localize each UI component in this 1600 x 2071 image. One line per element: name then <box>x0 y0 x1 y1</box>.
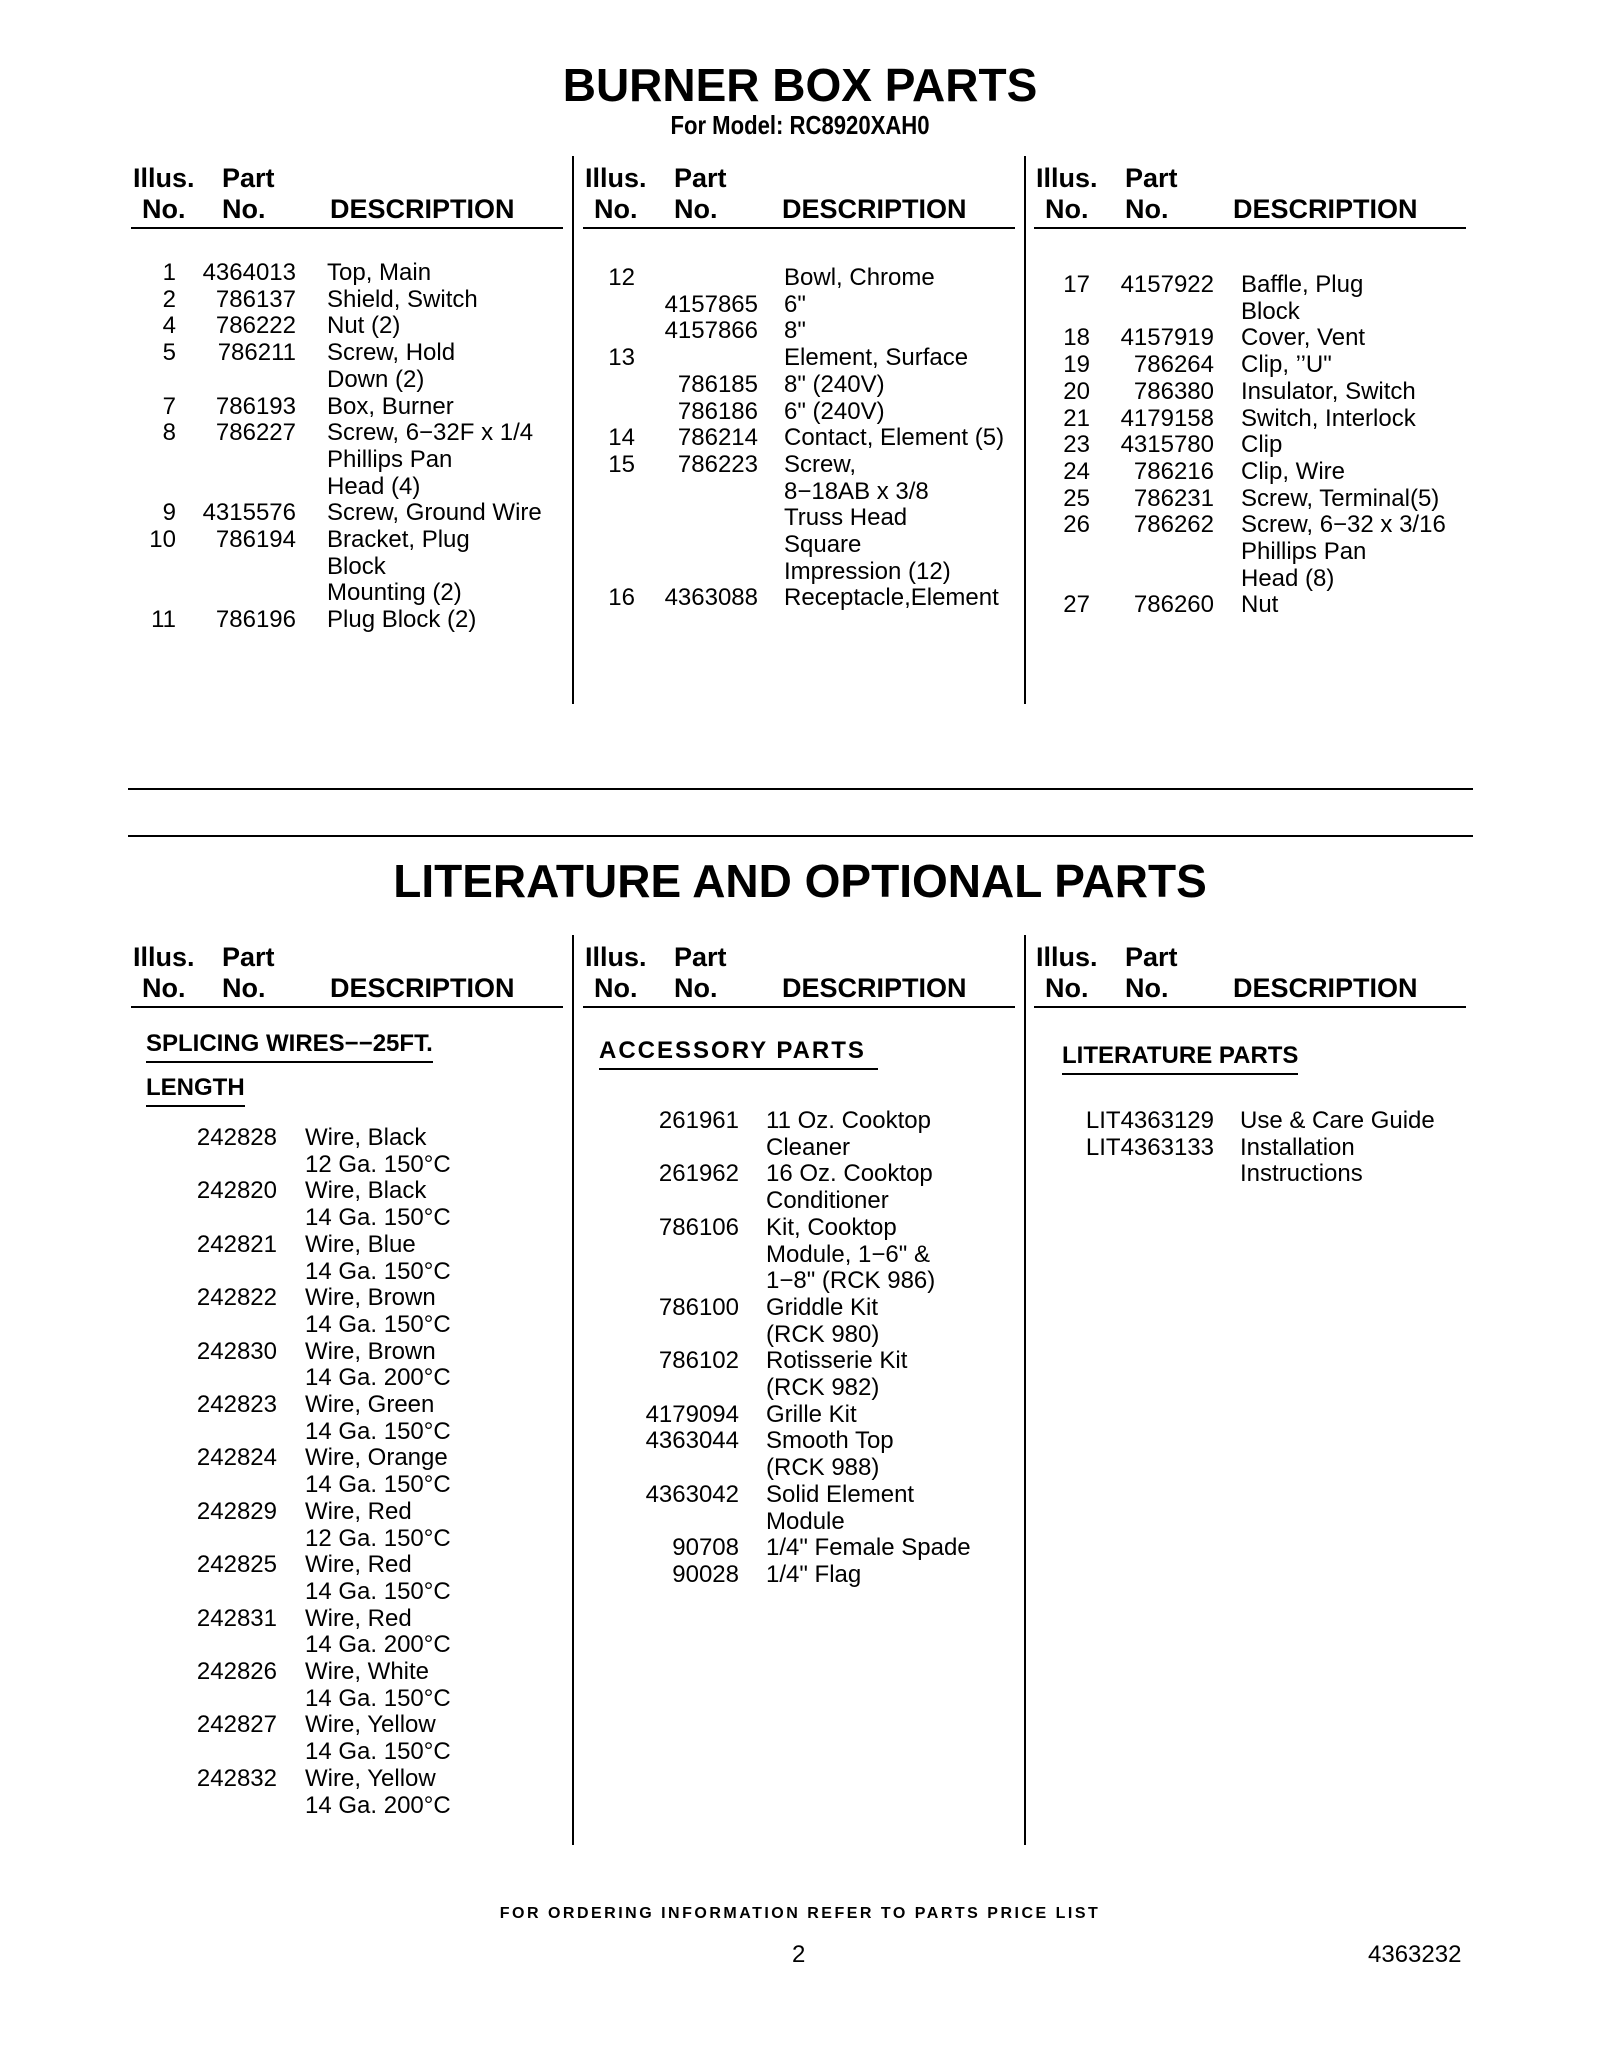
part-number: 786216 <box>1133 457 1214 485</box>
burner-box-list-1 <box>131 260 561 634</box>
parts-row <box>583 1215 1023 1295</box>
part-number: 786186 <box>677 397 758 425</box>
accessory-parts-list <box>583 1108 1023 1589</box>
illus-number: 4 <box>162 312 176 340</box>
parts-row <box>583 1428 1023 1481</box>
part-header: Part <box>1125 942 1178 972</box>
part-number: 242831 <box>196 1604 277 1632</box>
description-header: DESCRIPTION <box>782 194 967 224</box>
illus-number: 5 <box>162 339 176 367</box>
part-number: 786380 <box>1133 377 1214 405</box>
part-description: Baffle, Plug Block <box>1241 271 1364 325</box>
part-no-header: No. <box>1125 194 1169 224</box>
part-number: 786211 <box>217 339 296 367</box>
part-description: Wire, Green 14 Ga. 150°C <box>305 1391 451 1445</box>
part-description: Griddle Kit (RCK 980) <box>766 1293 880 1348</box>
parts-row <box>131 1232 561 1285</box>
header-rule <box>1034 1006 1466 1008</box>
parts-row <box>583 1482 1023 1535</box>
part-number: 786264 <box>1133 351 1214 379</box>
splicing-wires-list <box>131 1125 561 1819</box>
part-number: 4363042 <box>645 1480 739 1508</box>
part-number: 261962 <box>658 1160 739 1188</box>
parts-row <box>583 372 1023 399</box>
part-number: 242826 <box>196 1658 277 1686</box>
part-description: 6" (240V) <box>784 397 885 425</box>
parts-row <box>1034 325 1466 352</box>
parts-row <box>131 287 561 314</box>
parts-row <box>131 1659 561 1712</box>
part-number: 242825 <box>196 1551 277 1579</box>
part-number: 4363044 <box>645 1427 739 1455</box>
part-description: Receptacle,Element <box>784 584 999 612</box>
illus-number: 12 <box>608 264 635 291</box>
illus-no-header: No. <box>142 194 186 224</box>
parts-row <box>1034 272 1466 325</box>
header-rule <box>131 1006 563 1008</box>
ordering-note: FOR ORDERING INFORMATION REFER TO PARTS PRICE LIST <box>499 1905 1101 1922</box>
column-header-6 <box>1034 942 1466 1008</box>
parts-row <box>131 1712 561 1765</box>
part-header: Part <box>222 942 275 972</box>
splicing-wires-heading: SPLICING WIRES−−25FT. <box>146 1030 433 1063</box>
part-number: 786214 <box>677 424 758 452</box>
column-header-3 <box>1034 163 1466 229</box>
model-subtitle: For Model: RC8920XAH0 <box>670 110 930 140</box>
part-description: Wire, Yellow 14 Ga. 200°C <box>305 1764 451 1819</box>
part-description: Wire, Red 12 Ga. 150°C <box>305 1497 451 1552</box>
part-header: Part <box>674 163 727 193</box>
part-description: Insulator, Switch <box>1241 377 1416 405</box>
illus-no-header: No. <box>1045 194 1089 224</box>
burner-box-list-3 <box>1034 272 1466 619</box>
part-description: Solid Element Module <box>766 1480 915 1535</box>
part-number: 786106 <box>658 1213 739 1241</box>
parts-row <box>1034 432 1466 459</box>
part-number: 242820 <box>196 1177 277 1205</box>
part-description: 1/4" Female Spade <box>766 1534 971 1562</box>
part-description: Clip, ’’U" <box>1241 351 1332 379</box>
part-description: 11 Oz. Cooktop Cleaner <box>766 1107 931 1161</box>
splicing-length-heading: LENGTH <box>146 1074 245 1107</box>
column-divider <box>572 935 574 1845</box>
parts-row <box>131 1392 561 1445</box>
parts-row <box>131 1339 561 1392</box>
part-number: 4157919 <box>1120 324 1214 352</box>
part-header: Part <box>222 163 275 193</box>
parts-row <box>131 420 561 500</box>
part-number: 786102 <box>658 1347 739 1375</box>
description-header: DESCRIPTION <box>1233 194 1418 224</box>
parts-row <box>1034 486 1466 513</box>
parts-row <box>1034 1108 1466 1135</box>
part-description: Top, Main <box>327 259 432 286</box>
parts-row <box>1034 592 1466 619</box>
part-no-header: No. <box>1125 973 1169 1003</box>
part-description: Wire, Red 14 Ga. 150°C <box>305 1551 451 1605</box>
part-no-header: No. <box>222 194 266 224</box>
burner-box-list-2 <box>583 265 1023 612</box>
illus-no-header: No. <box>594 194 638 224</box>
part-description: Wire, Brown 14 Ga. 200°C <box>305 1337 451 1392</box>
page-title: BURNER BOX PARTS <box>562 59 1038 111</box>
part-description: Bowl, Chrome <box>784 264 935 291</box>
illus-header: Illus. <box>585 163 647 193</box>
part-description: Screw, Ground Wire <box>327 499 542 527</box>
part-description: Wire, White 14 Ga. 150°C <box>305 1658 451 1712</box>
part-number: 4179094 <box>645 1400 739 1428</box>
parts-row <box>1034 379 1466 406</box>
part-description: Contact, Element (5) <box>784 424 1005 452</box>
part-number: 242827 <box>196 1711 277 1739</box>
part-number: LIT4363129 <box>1085 1107 1214 1134</box>
parts-row <box>583 425 1023 452</box>
header-rule <box>131 227 563 229</box>
parts-row <box>131 1606 561 1659</box>
part-number: 786227 <box>215 419 296 447</box>
part-number: 786193 <box>215 392 296 420</box>
parts-row <box>131 1285 561 1338</box>
part-description: Bracket, Plug Block Mounting (2) <box>327 526 470 607</box>
parts-row <box>583 585 1023 612</box>
part-number: 4157866 <box>664 317 758 345</box>
illus-number: 21 <box>1063 404 1090 432</box>
illus-number: 19 <box>1063 351 1090 379</box>
parts-row <box>131 394 561 421</box>
part-number: 4157922 <box>1120 271 1214 298</box>
illus-number: 13 <box>608 344 635 372</box>
header-rule <box>1034 227 1466 229</box>
part-number: 786231 <box>1133 484 1214 512</box>
part-description: Clip, Wire <box>1241 457 1346 485</box>
part-number: 786222 <box>215 312 296 340</box>
header-rule <box>583 227 1015 229</box>
column-divider <box>1024 935 1026 1845</box>
part-header: Part <box>674 942 727 972</box>
part-header: Part <box>1125 163 1178 193</box>
literature-parts-list <box>1034 1108 1466 1188</box>
section-rule <box>128 788 1473 790</box>
part-number: 786137 <box>215 285 296 313</box>
column-header-4 <box>131 942 563 1008</box>
illus-number: 2 <box>162 285 176 313</box>
illus-number: 27 <box>1063 591 1090 619</box>
parts-row <box>131 1445 561 1498</box>
part-description: Installation Instructions <box>1240 1133 1363 1188</box>
part-description: Screw, 8−18AB x 3/8 Truss Head Square Impression (12) <box>784 450 951 585</box>
part-number: 786196 <box>215 606 296 634</box>
section-rule <box>128 835 1473 837</box>
illus-number: 7 <box>162 392 176 420</box>
illus-number: 16 <box>608 584 635 612</box>
part-description: Wire, Black 14 Ga. 150°C <box>305 1177 451 1232</box>
part-description: Switch, Interlock <box>1241 404 1416 432</box>
header-rule <box>583 1006 1015 1008</box>
description-header: DESCRIPTION <box>330 973 515 1003</box>
part-description: Element, Surface <box>784 344 969 372</box>
column-header-5 <box>583 942 1015 1008</box>
part-number: 786260 <box>1133 591 1214 619</box>
parts-row <box>583 1402 1023 1429</box>
part-number: 242829 <box>196 1497 277 1525</box>
parts-row <box>1034 459 1466 486</box>
parts-row <box>583 1535 1023 1562</box>
part-description: Wire, Brown 14 Ga. 150°C <box>305 1284 451 1338</box>
description-header: DESCRIPTION <box>782 973 967 1003</box>
parts-row <box>583 318 1023 345</box>
parts-row <box>131 260 561 287</box>
part-description: Grille Kit <box>766 1400 857 1428</box>
illus-number: 23 <box>1063 431 1090 459</box>
parts-row <box>583 1562 1023 1589</box>
part-number: 786262 <box>1133 511 1214 539</box>
part-description: Smooth Top (RCK 988) <box>766 1427 894 1482</box>
parts-row <box>131 313 561 340</box>
illus-number: 24 <box>1063 457 1090 485</box>
parts-row <box>583 292 1023 319</box>
illus-number: 15 <box>608 450 635 478</box>
column-header-1 <box>131 163 563 229</box>
column-header-2 <box>583 163 1015 229</box>
part-number: 242824 <box>196 1444 277 1472</box>
part-description: Screw, 6−32F x 1/4 Phillips Pan Head (4) <box>327 419 534 500</box>
part-number: 4363088 <box>664 584 758 612</box>
part-description: Wire, Yellow 14 Ga. 150°C <box>305 1711 451 1766</box>
part-description: Nut (2) <box>327 312 401 340</box>
illus-number: 11 <box>151 606 176 634</box>
part-description: Wire, Black 12 Ga. 150°C <box>305 1124 451 1178</box>
illus-number: 8 <box>162 419 176 447</box>
part-number: 4179158 <box>1120 404 1214 432</box>
part-number: 786223 <box>677 450 758 478</box>
part-number: 4315576 <box>202 499 296 527</box>
illus-number: 9 <box>162 499 176 527</box>
part-number: 242828 <box>196 1124 277 1151</box>
part-description: Wire, Red 14 Ga. 200°C <box>305 1604 451 1659</box>
illus-number: 1 <box>162 259 176 286</box>
part-number: 4364013 <box>202 259 296 286</box>
parts-row <box>583 1295 1023 1348</box>
column-divider <box>572 156 574 704</box>
part-description: 1/4" Flag <box>766 1560 862 1588</box>
part-number: 786185 <box>677 370 758 398</box>
illus-number: 20 <box>1063 377 1090 405</box>
illus-no-header: No. <box>1045 973 1089 1003</box>
part-number: 242823 <box>196 1391 277 1419</box>
part-description: Kit, Cooktop Module, 1−6" & 1−8" (RCK 986) <box>766 1213 936 1295</box>
part-number: 242830 <box>196 1337 277 1365</box>
part-description: Clip <box>1241 431 1283 459</box>
illus-no-header: No. <box>142 973 186 1003</box>
description-header: DESCRIPTION <box>1233 973 1418 1003</box>
part-description: 16 Oz. Cooktop Conditioner <box>766 1160 933 1215</box>
literature-parts-heading: LITERATURE PARTS <box>1062 1042 1298 1075</box>
part-number: 90708 <box>672 1534 739 1562</box>
part-description: Screw, 6−32 x 3/16 Phillips Pan Head (8) <box>1241 511 1446 592</box>
part-description: Cover, Vent <box>1241 324 1366 352</box>
illus-number: 25 <box>1063 484 1090 512</box>
part-number: 786100 <box>658 1293 739 1321</box>
part-number: 4157865 <box>664 290 758 318</box>
parts-row <box>131 1766 561 1819</box>
parts-row <box>131 607 561 634</box>
part-description: Nut <box>1241 591 1279 619</box>
part-number: 261961 <box>658 1107 739 1134</box>
parts-row <box>131 500 561 527</box>
part-number: 242832 <box>196 1764 277 1792</box>
parts-row <box>583 1348 1023 1401</box>
part-number: 90028 <box>672 1560 739 1588</box>
part-number: 786194 <box>215 526 296 554</box>
parts-row <box>583 265 1023 292</box>
literature-title: LITERATURE AND OPTIONAL PARTS <box>393 855 1207 907</box>
part-number: 4315780 <box>1120 431 1214 459</box>
part-number: 242822 <box>196 1284 277 1312</box>
parts-row <box>583 452 1023 586</box>
document-number: 4363232 <box>1368 1941 1462 1968</box>
parts-row <box>1034 1135 1466 1188</box>
parts-row <box>583 399 1023 426</box>
illus-no-header: No. <box>594 973 638 1003</box>
parts-row <box>1034 406 1466 433</box>
parts-row <box>131 1499 561 1552</box>
parts-row <box>131 1125 561 1178</box>
part-description: Screw, Terminal(5) <box>1241 484 1440 512</box>
accessory-parts-heading: ACCESSORY PARTS <box>599 1037 878 1070</box>
part-number: LIT4363133 <box>1085 1133 1214 1161</box>
part-no-header: No. <box>674 973 718 1003</box>
part-description: Wire, Blue 14 Ga. 150°C <box>305 1230 451 1285</box>
illus-number: 10 <box>149 526 176 554</box>
parts-row <box>1034 352 1466 379</box>
illus-number: 18 <box>1063 324 1090 352</box>
illus-number: 26 <box>1063 511 1090 539</box>
illus-header: Illus. <box>585 942 647 972</box>
illus-number: 17 <box>1063 271 1090 298</box>
illus-number: 14 <box>608 424 635 452</box>
parts-row <box>131 1552 561 1605</box>
part-description: Use & Care Guide <box>1240 1107 1435 1134</box>
illus-header: Illus. <box>1036 163 1098 193</box>
parts-row <box>1034 512 1466 592</box>
part-description: 6" <box>784 290 806 318</box>
parts-row <box>583 1108 1023 1161</box>
part-description: Plug Block (2) <box>327 606 477 634</box>
parts-row <box>131 340 561 393</box>
parts-row <box>131 527 561 607</box>
column-divider <box>1024 156 1026 704</box>
parts-row <box>583 345 1023 372</box>
parts-row <box>131 1178 561 1231</box>
part-description: Wire, Orange 14 Ga. 150°C <box>305 1444 451 1499</box>
part-number: 242821 <box>196 1230 277 1258</box>
part-description: 8" <box>784 317 806 345</box>
parts-row <box>583 1161 1023 1214</box>
illus-header: Illus. <box>1036 942 1098 972</box>
part-description: 8" (240V) <box>784 370 885 398</box>
part-description: Rotisserie Kit (RCK 982) <box>766 1347 908 1402</box>
part-no-header: No. <box>674 194 718 224</box>
description-header: DESCRIPTION <box>330 194 515 224</box>
part-no-header: No. <box>222 973 266 1003</box>
illus-header: Illus. <box>133 942 195 972</box>
illus-header: Illus. <box>133 163 195 193</box>
part-description: Shield, Switch <box>327 285 478 313</box>
page-number: 2 <box>792 1941 806 1968</box>
part-description: Screw, Hold Down (2) <box>327 339 456 393</box>
part-description: Box, Burner <box>327 392 454 420</box>
